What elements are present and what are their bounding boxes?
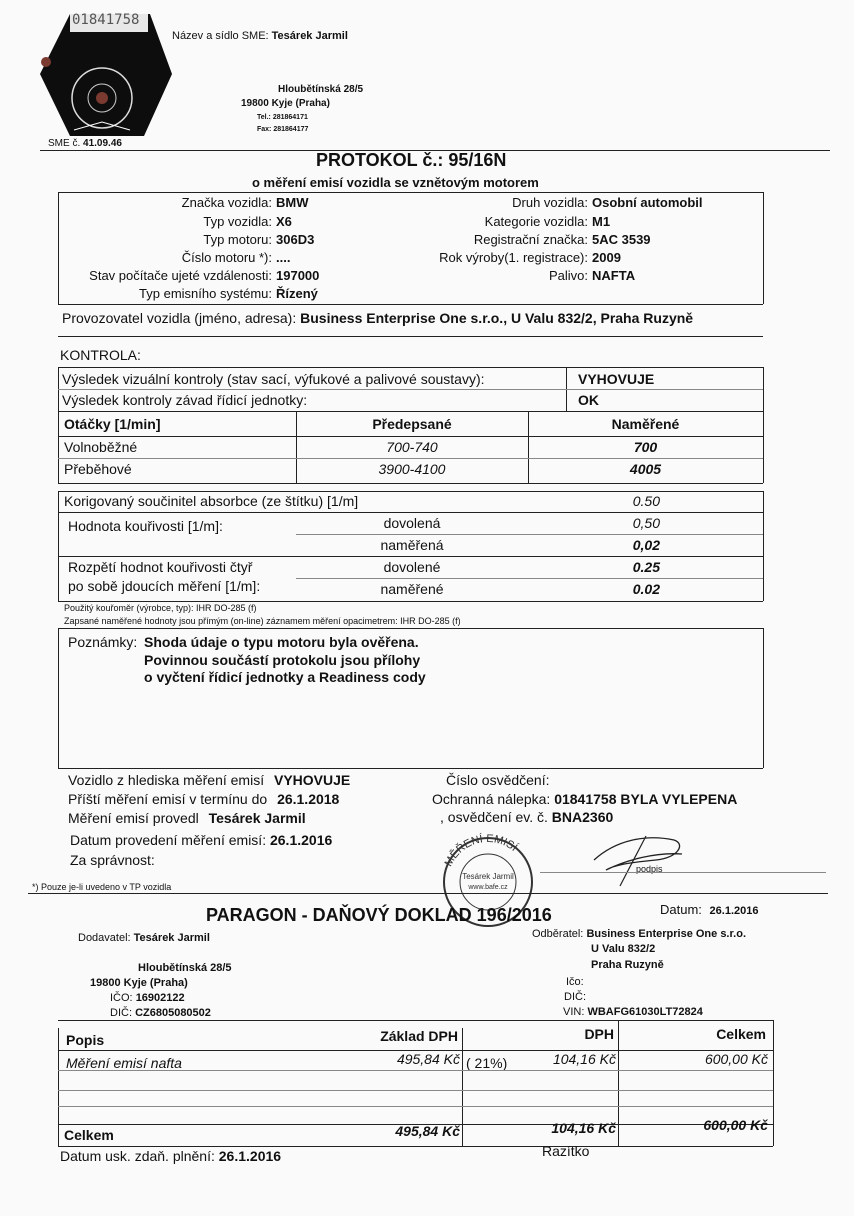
inv-item-rate: ( 21%) [466,1055,508,1071]
vehicle-kind-value: Osobní automobil [592,195,703,210]
vehicle-make-value: BMW [276,195,309,210]
next-line [68,791,339,807]
absorb-divider [58,512,763,513]
absorb-value: 0.50 [632,493,660,509]
sme-tel: Tel.: 281864171 [257,114,308,121]
engine-number-label: Číslo motoru *): [181,250,272,265]
notes-top [58,628,763,629]
smoke-right [763,491,764,601]
evid-value: BNA2360 [551,809,614,825]
kontrola-title: KONTROLA: [60,347,141,363]
smoke-measured-value: 0,02 [632,537,660,553]
vin-line [563,1006,703,1018]
customer-name: Business Enterprise One s.r.o. [586,928,746,940]
rpm-row-divider [58,458,763,459]
rpm-right [763,411,764,483]
sme-number [48,138,122,149]
date-value: 26.1.2016 [269,832,333,848]
verdict-label: Vozidlo z hlediska měření emisí [68,772,265,788]
range-measured-label: naměřené [380,581,444,597]
inv-total-label: Celkem [64,1127,114,1143]
kontrola-bottom [58,411,763,412]
rpm-header-measured: Naměřené [611,416,680,432]
customer-dic-label: DIČ: [564,991,586,1003]
range-allowed-value: 0.25 [632,559,660,575]
smoke-left [58,491,59,601]
registration-value: 5AC 3539 [592,232,651,247]
rpm-idle-label: Volnoběžné [64,439,138,455]
next-date: 26.1.2018 [277,791,340,807]
supplier-dic-value: CZ6805080502 [135,1007,211,1019]
meter-note: Použitý kouřoměr (výrobce, typ): IHR DO-285 (f) [64,603,257,613]
sticker-line [432,791,737,807]
odometer-value: 197000 [276,268,320,283]
section-divider [28,893,828,894]
rpm-header-prescribed: Předepsané [372,416,452,432]
supplier-city: 19800 Kyje (Praha) [90,977,188,989]
protocol-subtitle: o měření emisí vozidla se vznětovým motorem [252,175,539,190]
invoice-title: PARAGON - DAŇOVÝ DOKLAD 196/2016 [206,905,552,925]
ecu-check-value: OK [578,392,599,408]
vehicle-category-label: Kategorie vozidla: [484,214,588,229]
sme-street: Hloubětínská 28/5 [278,84,364,95]
kontrola-top [58,367,763,368]
sticker-value: 01841758 BYLA VYLEPENA [554,791,738,807]
inv-item-base: 495,84 Kč [396,1051,460,1067]
notes-right [763,628,764,768]
smoke-bottom [58,601,763,602]
inv-col1 [462,1028,463,1146]
kontrola-right [763,367,764,411]
vin-label: VIN: [563,1006,585,1018]
notes-line-1: Shoda údaje o typu motoru byla ověřena. [144,634,419,650]
supplier-label: Dodavatel: [78,932,131,944]
vehicle-type-label: Typ vozidla: [203,214,272,229]
performed-name: Tesárek Jarmil [208,810,306,826]
sme-name: Tesárek Jarmil [271,30,348,42]
inv-table-right [773,1020,774,1146]
smoke-mid-divider [296,534,763,535]
cert-label: Číslo osvědčení: [446,772,550,788]
sme-fax: Fax: 281864177 [257,126,309,133]
inv-table-left [58,1028,59,1146]
performed-line [68,810,306,826]
invoice-date-label: Datum: [660,902,702,917]
protocol-title: PROTOKOL č.: 95/16N [316,150,507,170]
supplier-name: Tesárek Jarmil [133,932,210,944]
supplier-ico-label: IČO: [110,992,133,1004]
rpm-left [58,411,59,483]
signature-line [540,872,826,873]
supplier-ico-value: 16902122 [135,992,185,1004]
signature-label: podpis [636,864,663,874]
engine-type-value: 306D3 [276,232,315,247]
performed-label: Měření emisí provedl [68,810,199,826]
rpm-header-label: Otáčky [1/min] [64,416,161,432]
ecu-check-label: Výsledek kontroly závad řídicí jednotky: [62,392,308,408]
range-allowed-label: dovolené [383,559,441,575]
vehicle-kind-label: Druh vozidla: [512,195,588,210]
rpm-overrun-prescribed: 3900-4100 [378,461,446,477]
evid-line [440,809,613,825]
vehicle-box-right [763,192,764,304]
vin-value: WBAFG61030LT72824 [587,1006,703,1018]
supply-date-value: 26.1.2016 [218,1148,282,1164]
inv-header-base: Základ DPH [380,1028,458,1044]
year-value: 2009 [592,250,621,265]
rpm-overrun-label: Přeběhové [64,461,132,477]
absorb-label: Korigovaný součinitel absorbce (ze štítku) [1/m] [64,493,359,509]
inv-item-name: Měření emisí nafta [66,1055,182,1071]
fuel-label: Palivo: [548,268,588,283]
smoke-allowed-label: dovolená [383,515,441,531]
smoke-top [58,491,763,492]
customer-line [532,928,746,940]
sme-title-label: Název a sídlo SME: [172,30,269,42]
inv-item-vat: 104,16 Kč [552,1051,616,1067]
signature-icon [586,830,706,890]
vehicle-box-top [58,192,763,193]
serial-number: 01841758 [72,12,140,28]
supplier-dic-label: DIČ: [110,1007,132,1019]
visual-check-value: VYHOVUJE [578,371,655,387]
range-label-2: po sobě jdoucích měření [1/m]: [68,578,261,594]
rpm-bottom [58,483,763,484]
smoke-label: Hodnota kouřivosti [1/m]: [68,518,223,534]
smoke-divider [58,556,763,557]
inv-total-vat: 104,16 Kč [551,1120,616,1136]
range-label-1: Rozpětí hodnot kouřivosti čtyř [68,559,253,575]
verdict-value: VYHOVUJE [273,772,351,788]
inv-table-bottom [58,1146,773,1147]
stamp-text-name: Tesárek Jarmil [462,872,514,881]
supplier-dic-line [110,1007,211,1019]
kontrola-row-divider [58,389,763,390]
inv-col2 [618,1020,619,1146]
engine-number-value: .... [276,250,291,265]
inv-row-divider-3 [58,1106,773,1107]
year-label: Rok výroby(1. registrace): [439,250,588,265]
vehicle-box-left [58,192,59,304]
engine-type-label: Typ motoru: [203,232,272,247]
smoke-measured-label: naměřená [380,537,444,553]
notes-label: Poznámky: [68,634,138,650]
emission-system-value: Řízený [276,286,318,301]
inv-row-divider-1 [58,1070,773,1071]
smoke-allowed-value: 0,50 [632,515,660,531]
footnote: *) Pouze je-li uvedeno v TP vozidla [32,882,172,892]
evid-label: , osvědčení ev. č. [440,809,548,825]
date-line [70,832,332,848]
stamp-text-arc: MĚŘENÍ EMISÍ [442,832,520,869]
rpm-idle-prescribed: 700-740 [386,439,438,455]
recorded-note: Zapsané naměřené hodnoty jsou přímým (on-line) záznamem měření opacimetrem: IHR DO-285 (f) [64,616,461,626]
sme-number-label: SME č. [48,138,81,149]
operator-label: Provozovatel vozidla (jméno, adresa): [62,310,297,326]
sme-number-value: 41.09.46 [83,138,122,149]
inv-total-sum: 600,00 Kč [703,1117,768,1133]
rpm-overrun-measured: 4005 [629,461,662,477]
inv-total-base: 495,84 Kč [395,1123,460,1139]
notes-left [58,628,59,768]
inv-header-total: Celkem [716,1026,766,1042]
vehicle-type-value: X6 [276,214,292,229]
sme-title [172,30,348,42]
emission-system-label: Typ emisního systému: [139,286,272,301]
operator-divider [58,336,763,337]
supplier-line [78,932,210,944]
inv-row-divider-2 [58,1090,773,1091]
notes-line-2: Povinnou součástí protokolu jsou přílohy [144,652,421,668]
invoice-date-line [660,902,758,917]
vehicle-make-label: Značka vozidla: [181,195,272,210]
sme-logo-icon [40,12,172,140]
inv-item-total: 600,00 Kč [704,1051,768,1067]
rpm-idle-measured: 700 [633,439,658,455]
supplier-ico-line [110,992,185,1004]
range-measured-value: 0.02 [632,581,660,597]
vehicle-box-bottom [58,304,763,305]
vehicle-category-value: M1 [592,214,611,229]
stamp-text-web: www.bafe.cz [468,884,508,891]
rpm-header-divider [58,436,763,437]
customer-ico-label: Ičo: [566,976,584,988]
next-label: Příští měření emisí v termínu do [68,791,268,807]
supplier-street: Hloubětínská 28/5 [138,962,232,974]
inv-header-desc: Popis [66,1032,105,1048]
operator-line [62,310,693,326]
sticker-label: Ochranná nálepka: [432,791,551,807]
notes-bottom [58,768,763,769]
operator-value: Business Enterprise One s.r.o., U Valu 832/2, Praha Ruzyně [300,310,694,326]
fuel-value: NAFTA [592,268,636,283]
supply-date-line [60,1148,281,1164]
invoice-date-value: 26.1.2016 [709,905,759,917]
customer-label: Odběratel: [532,928,584,940]
range-mid-divider [296,578,763,579]
correct-label: Za správnost: [70,852,155,868]
date-label: Datum provedení měření emisí: [70,832,267,848]
verdict-line [68,772,350,788]
supply-date-label: Datum usk. zdaň. plnění: [60,1148,215,1164]
customer-city: Praha Ruzyně [591,959,664,971]
sme-city: 19800 Kyje (Praha) [241,98,330,109]
stamp-label: Razítko [542,1143,590,1159]
registration-label: Registrační značka: [473,232,588,247]
inv-header-vat: DPH [584,1026,614,1042]
visual-check-label: Výsledek vizuální kontroly (stav sací, výfukové a palivové soustavy): [62,371,485,387]
notes-line-3: o vyčtení řídicí jednotky a Readiness cody [144,669,426,685]
odometer-label: Stav počítače ujeté vzdálenosti: [89,268,272,283]
inv-table-top [58,1020,773,1021]
customer-street: U Valu 832/2 [591,943,656,955]
